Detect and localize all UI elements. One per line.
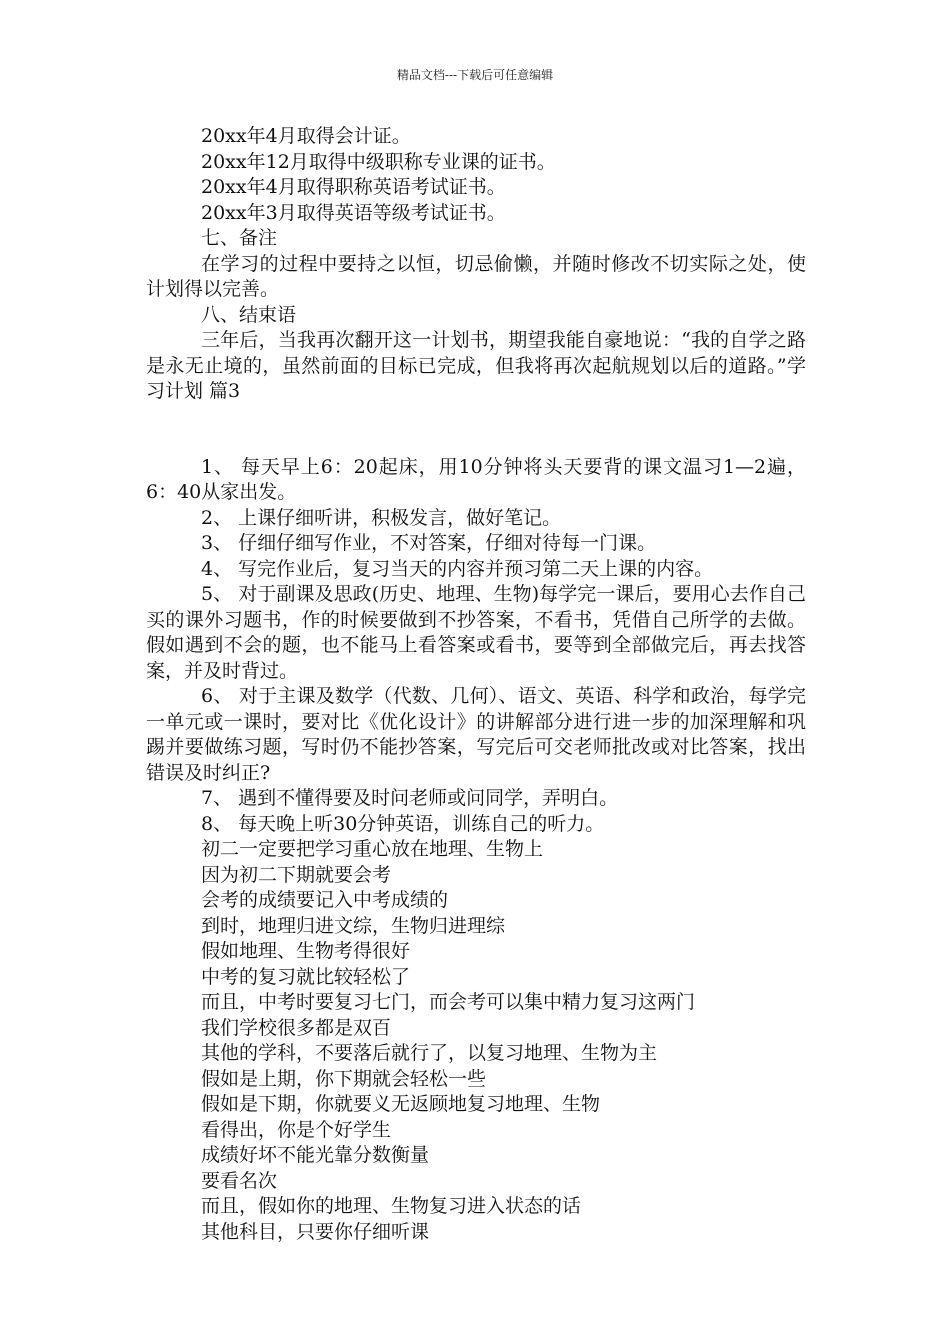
advice-line: 其他科目，只要你仔细听课 xyxy=(201,1220,430,1243)
advice-line: 我们学校很多都是双百 xyxy=(201,1016,392,1039)
section-heading-conclusion: 八、结束语 xyxy=(201,303,297,326)
advice-line: 会考的成绩要记入中考成绩的 xyxy=(201,889,449,911)
document-body xyxy=(146,124,806,1245)
advice-line: 看得出，你是个好学生 xyxy=(201,1118,392,1141)
paragraph-certificate-accounting: 20xx年4月取得会计证。 xyxy=(201,125,411,147)
advice-line: 到时，地理归进文综，生物归进理综 xyxy=(201,914,506,937)
advice-line: 因为初二下期就要会考 xyxy=(201,863,392,886)
page-header: 精品文档---下载后可任意编辑 xyxy=(396,68,554,82)
paragraph-certificate-professional: 20xx年12月取得中级职称专业课的证书。 xyxy=(201,150,556,173)
list-item-4: 4、 写完作业后，复习当天的内容并预习第二天上课的内容。 xyxy=(201,557,714,580)
list-item-2: 2、 上课仔细听讲，积极发言，做好笔记。 xyxy=(201,506,562,529)
paragraph-certificate-title-english: 20xx年4月取得职称英语考试证书。 xyxy=(201,176,506,198)
list-item-8: 8、 每天晚上听30分钟英语，训练自己的听力。 xyxy=(201,812,605,835)
list-item-1: 1、 每天早上6：20起床，用10分钟将头天要背的课文温习1—2遍，6：40从家出发。 xyxy=(146,455,806,503)
advice-line: 假如是上期，你下期就会轻松一些 xyxy=(201,1067,487,1090)
list-item-3: 3、 仔细仔细写作业，不对答案，仔细对待每一门课。 xyxy=(201,532,657,554)
advice-line: 假如是下期，你就要义无返顾地复习地理、生物 xyxy=(201,1093,601,1115)
blank-gap xyxy=(146,405,806,455)
list-item-6: 6、 对于主课及数学（代数、几何）、语文、英语、科学和政治，每学完一单元或一课时，要对比《优化设计》的讲解部分进行进一步的加深理解和巩踢并要做练习题，写时仍不能抄答案，写完后可交老师批改或对比答案，找出错误及时纠正? xyxy=(146,685,806,784)
list-item-7: 7、 遇到不懂得要及时问老师或问同学，弄明白。 xyxy=(201,787,619,809)
paragraph-conclusion: 三年后，当我再次翻开这一计划书，期望我能自豪地说：“我的自学之路是永无止境的，虽然前面的目标已完成，但我将再次起航规划以后的道路。”学习计划 篇3 xyxy=(146,329,806,402)
advice-line: 要看名次 xyxy=(201,1169,278,1192)
advice-line: 成绩好坏不能光靠分数衡量 xyxy=(201,1144,430,1166)
paragraph-certificate-english-level: 20xx年3月取得英语等级考试证书。 xyxy=(201,201,506,224)
advice-line: 假如地理、生物考得很好 xyxy=(201,940,411,962)
advice-line: 而且，假如你的地理、生物复习进入状态的话 xyxy=(201,1195,582,1217)
advice-line: 而且，中考时要复习七门，而会考可以集中精力复习这两门 xyxy=(201,991,696,1013)
advice-line: 其他的学科，不要落后就行了，以复习地理、生物为主 xyxy=(201,1042,658,1064)
advice-line: 中考的复习就比较轻松了 xyxy=(201,965,411,988)
list-item-5: 5、 对于副课及思政(历史、地理、生物)每学完一课后，要用心去作自己买的课外习题书，作的时候要做到不抄答案，不看书，凭借自己所学的去做。假如遇到不会的题，也不能马上看答案或看书，要等到全部做完后，再去找答案，并及时背过。 xyxy=(146,583,806,682)
advice-line: 初二一定要把学习重心放在地理、生物上 xyxy=(201,838,544,860)
paragraph-notes: 在学习的过程中要持之以恒，切忌偷懒，并随时修改不切实际之处，使计划得以完善。 xyxy=(146,252,806,300)
section-heading-notes: 七、备注 xyxy=(201,227,278,249)
